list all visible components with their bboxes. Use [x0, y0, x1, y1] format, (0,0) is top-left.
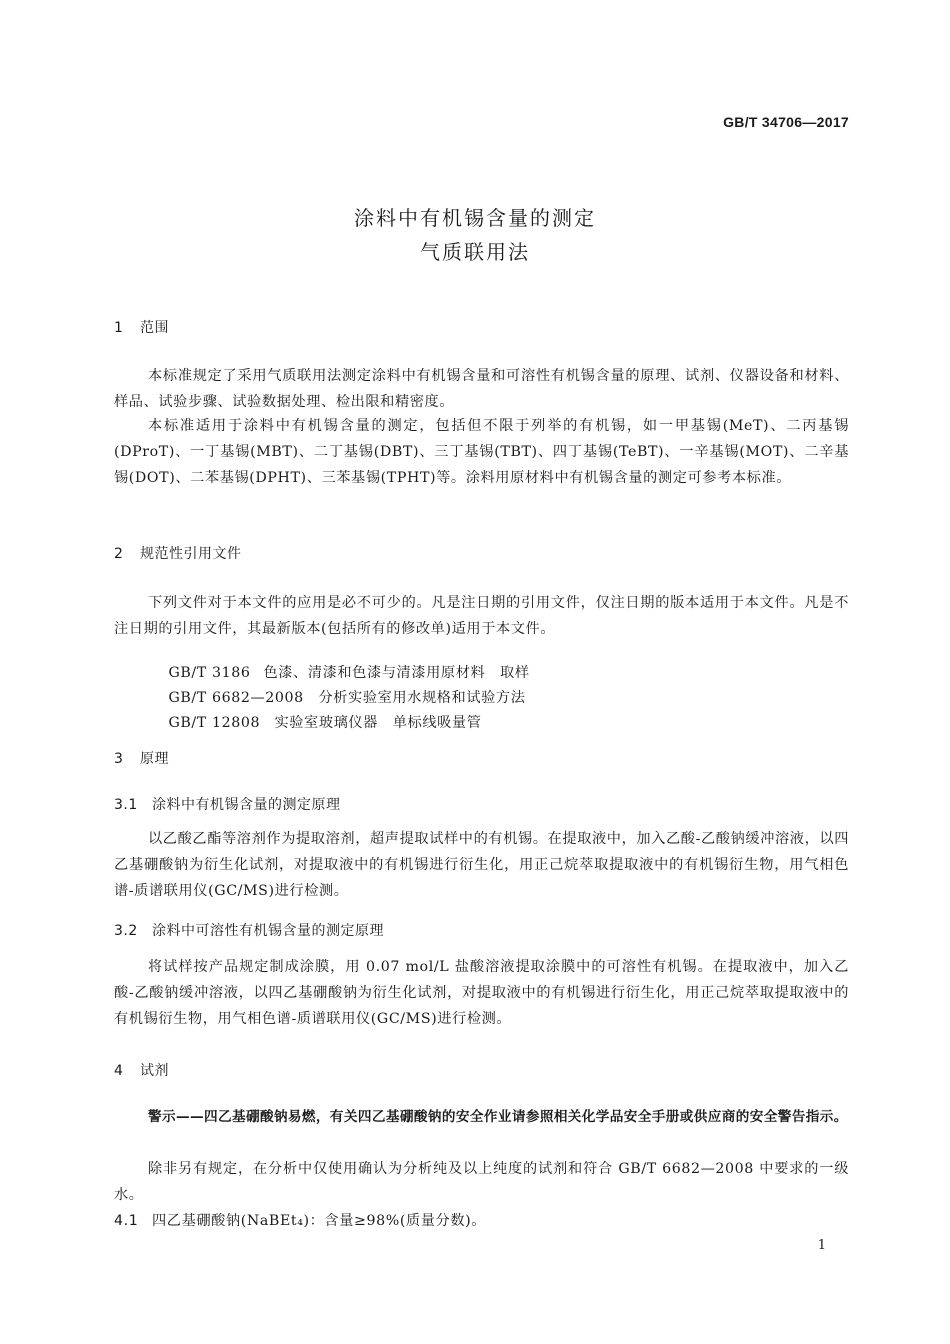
- item-text: 四乙基硼酸钠(NaBEt₄)：含量≥98%(质量分数)。: [152, 1213, 487, 1229]
- section-number: 4: [114, 1063, 124, 1079]
- page-number: 1: [817, 1238, 826, 1253]
- section-2-paragraph-1: 下列文件对于本文件的应用是必不可少的。凡是注日期的引用文件，仅注日期的版本适用于本文件。凡是不注日期的引用文件，其最新版本(包括所有的修改单)适用于本文件。: [114, 595, 849, 637]
- section-1-heading: [114, 317, 169, 337]
- section-title: 试剂: [140, 1063, 169, 1079]
- section-number: 2: [114, 546, 124, 562]
- reference-code: GB/T 3186: [168, 665, 251, 681]
- document-subtitle: 气质联用法: [420, 240, 530, 264]
- normative-reference: [148, 696, 481, 748]
- section-number: 1: [114, 320, 124, 336]
- section-4-heading: [114, 1060, 169, 1080]
- reagent-item-4-1: [114, 1210, 486, 1230]
- section-4-paragraph: 除非另有规定，在分析中仅使用确认为分析纯及以上纯度的试剂和符合 GB/T 6682—2008 中要求的一级水。: [114, 1161, 849, 1203]
- section-title: 原理: [140, 751, 169, 767]
- reference-code: GB/T 12808: [168, 715, 261, 731]
- section-1-paragraph-2: 本标准适用于涂料中有机锡含量的测定，包括但不限于列举的有机锡，如一甲基锡(MeT)、二丙基锡(DProT)、一丁基锡(MBT)、二丁基锡(DBT)、三丁基锡(TBT)、四丁基锡(TeBT)、一辛基锡(MOT)、二辛基锡(DOT)、二苯基锡(DPHT)、三苯基锡(TPHT)等。涂料用原材料中有机锡含量的测定可参考本标准。: [114, 418, 849, 486]
- section-title: 涂料中有机锡含量的测定原理: [152, 797, 341, 813]
- document-title: 涂料中有机锡含量的测定: [354, 206, 596, 230]
- section-title: 范围: [140, 320, 169, 336]
- item-number: 4.1: [114, 1213, 139, 1229]
- section-title: 涂料中可溶性有机锡含量的测定原理: [152, 923, 384, 939]
- reference-title: 实验室玻璃仪器 单标线吸量管: [274, 715, 482, 731]
- reference-title: 色漆、清漆和色漆与清漆用原材料 取样: [263, 665, 530, 681]
- section-2-heading: [114, 543, 242, 563]
- section-3-1-heading: [114, 794, 341, 814]
- section-number: 3.2: [114, 923, 138, 939]
- section-3-heading: [114, 748, 169, 768]
- section-3-2-heading: [114, 920, 384, 940]
- section-3-1-paragraph: 以乙酸乙酯等溶剂作为提取溶剂，超声提取试样中的有机锡。在提取液中，加入乙酸-乙酸钠缓冲溶液，以四乙基硼酸钠为衍生化试剂，对提取液中的有机锡进行衍生化，用正己烷萃取提取液中的有机锡衍生物，用气相色谱-质谱联用仪(GC/MS)进行检测。: [114, 831, 849, 899]
- standard-code: GB/T 34706—2017: [723, 114, 849, 130]
- section-number: 3: [114, 751, 124, 767]
- section-3-2-paragraph: 将试样按产品规定制成涂膜，用 0.07 mol/L 盐酸溶液提取涂膜中的可溶性有机锡。在提取液中，加入乙酸-乙酸钠缓冲溶液，以四乙基硼酸钠为衍生化试剂，对提取液中的有机锡进行衍生化，用正己烷萃取提取液中的有机锡衍生物，用气相色谱-质谱联用仪(GC/MS)进行检测。: [114, 959, 849, 1027]
- section-1-paragraph-1: 本标准规定了采用气质联用法测定涂料中有机锡含量和可溶性有机锡含量的原理、试剂、仪器设备和材料、样品、试验步骤、试验数据处理、检出限和精密度。: [114, 368, 849, 410]
- reference-title: 分析实验室用水规格和试验方法: [318, 690, 526, 706]
- section-title: 规范性引用文件: [140, 546, 242, 562]
- reference-code: GB/T 6682—2008: [168, 690, 304, 706]
- section-number: 3.1: [114, 797, 138, 813]
- safety-warning: 警示——四乙基硼酸钠易燃，有关四乙基硼酸钠的安全作业请参照相关化学品安全手册或供应商的安全警告指示。: [148, 1109, 848, 1125]
